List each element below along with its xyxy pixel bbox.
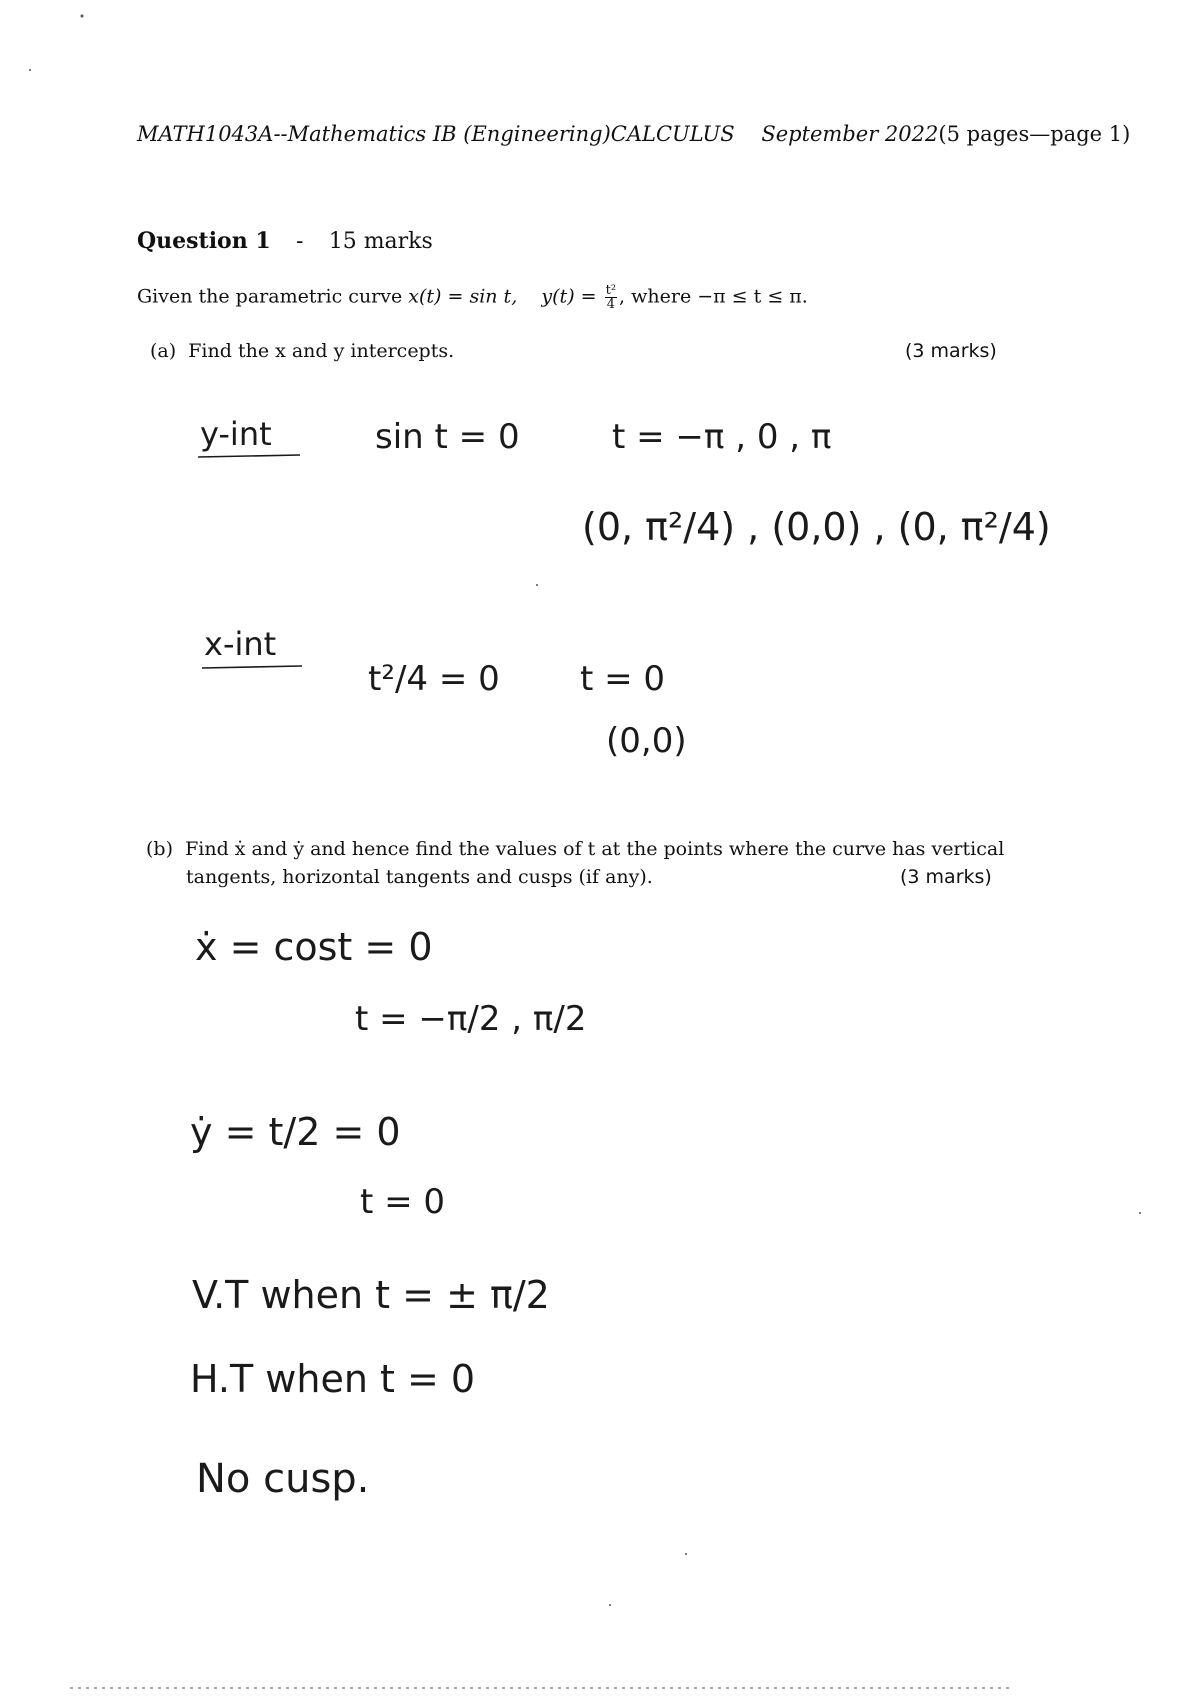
page-count: (5 pages—page 1) (938, 122, 1131, 146)
a-xint-label: x-int (204, 625, 277, 663)
a-yint-points: (0, π²/4) , (0,0) , (0, π²/4) (582, 505, 1051, 549)
b-ydot-t-value: t = 0 (360, 1182, 446, 1222)
a-yint-equation: sin t = 0 (375, 417, 520, 457)
a-yint-underline (198, 455, 300, 457)
a-xint-t-value: t = 0 (580, 659, 666, 699)
a-yint-t-values: t = −π , 0 , π (612, 417, 832, 457)
b-xdot-equation: ẋ = cost = 0 (195, 925, 433, 969)
scan-speck (685, 1553, 687, 1555)
a-yint-label: y-int (200, 415, 272, 453)
part-b-text-line1: Find ẋ and ẏ and hence find the values of t at the points where the curve has vertical (185, 838, 1005, 860)
part-a-text: Find the x and y intercepts. (188, 340, 455, 362)
part-b-label: (b) (146, 838, 173, 860)
course-title: Mathematics IB (Engineering)CALCULUS (287, 122, 735, 146)
b-vertical-tangent: V.T when t = ± π/2 (192, 1273, 550, 1317)
a-xint-point: (0,0) (606, 721, 687, 761)
given-lead: Given the parametric curve (137, 285, 409, 308)
b-ydot-equation: ẏ = t/2 = 0 (190, 1110, 401, 1154)
part-a-label: (a) (150, 340, 177, 362)
b-xdot-t-values: t = −π/2 , π/2 (355, 999, 587, 1039)
a-xint-equation: t²/4 = 0 (368, 659, 500, 699)
scan-speck (1139, 1212, 1141, 1214)
scan-speck (29, 69, 31, 71)
question-marks: 15 marks (328, 229, 433, 254)
given-y-denominator: 4 (606, 297, 615, 312)
exam-date: September 2022 (761, 122, 939, 146)
question-dash: - (295, 229, 304, 254)
question-label: Question 1 (137, 228, 271, 254)
part-b-marks: (3 marks) (900, 866, 992, 888)
part-b-prompt-line2: tangents, horizontal tangents and cusps (if any). (186, 866, 653, 888)
scan-speck (536, 584, 538, 586)
given-x-equation: x(t) = sin t, (408, 285, 518, 308)
header-separator: -- (273, 122, 288, 146)
b-no-cusp: No cusp. (196, 1456, 370, 1502)
scan-speck (81, 15, 84, 18)
given-tail: , where −π ≤ t ≤ π. (619, 285, 808, 308)
given-y-numerator: t² (605, 283, 617, 298)
a-xint-underline (202, 666, 302, 668)
course-code: MATH1043A (137, 122, 274, 146)
b-horizontal-tangent: H.T when t = 0 (190, 1357, 476, 1401)
scan-speck (609, 1604, 611, 1606)
part-a-marks: (3 marks) (905, 340, 997, 362)
given-y-equation: y(t) = (541, 285, 603, 308)
